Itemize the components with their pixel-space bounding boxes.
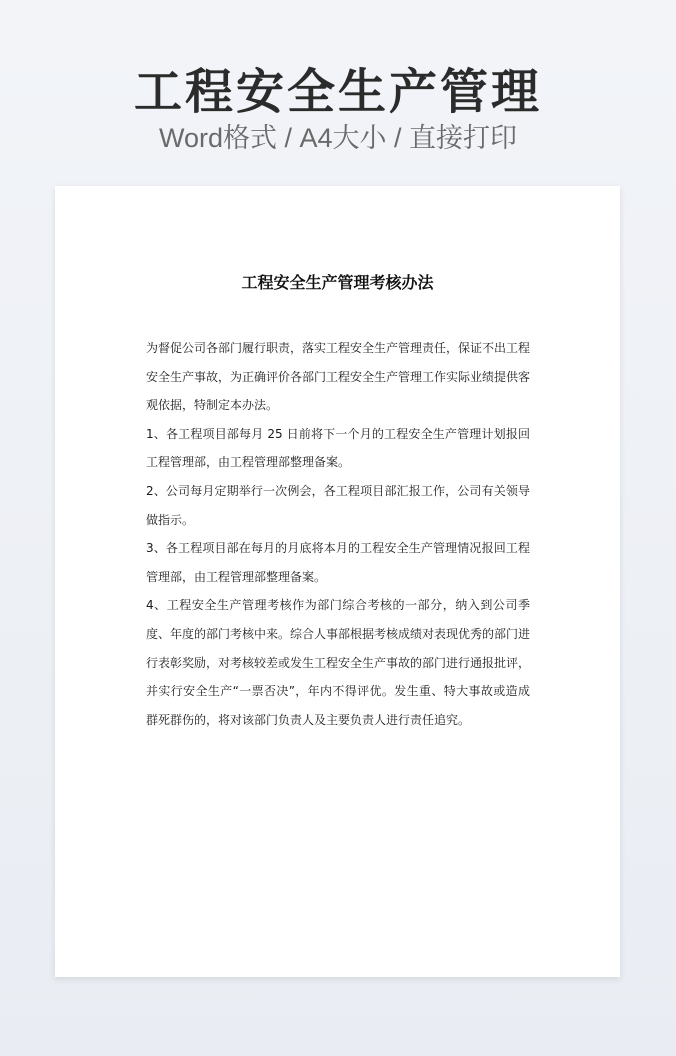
banner-title: 工程安全生产管理 xyxy=(133,64,542,120)
document-title: 工程安全生产管理考核办法 xyxy=(241,273,434,292)
document-page xyxy=(55,186,620,977)
document-paragraph: 4、工程安全生产管理考核作为部门综合考核的一部分，纳入到公司季度、年度的部门考核中来。综合人事部根据考核成绩对表现优秀的部门进行表彰奖励，对考核较差或发生工程安全生产事故的部门进行通报批评，并实行安全生产“一票否决”，年内不得评优。发生重、特大事故或造成群死群伤的，将对该部门负责人及主要负责人进行责任追究。 xyxy=(146,598,531,727)
document-paragraph: 3、各工程项目部在每月的月底将本月的工程安全生产管理情况报回工程管理部，由工程管理部整理备案。 xyxy=(146,541,530,584)
document-paragraph: 为督促公司各部门履行职责，落实工程安全生产管理责任，保证不出工程安全生产事故，为正确评价各部门工程安全生产管理工作实际业绩提供客观依据，特制定本办法。 xyxy=(146,341,531,413)
document-paragraph: 1、各工程项目部每月 25 日前将下一个月的工程安全生产管理计划报回工程管理部，由工程管理部整理备案。 xyxy=(146,426,530,470)
banner-subtitle: Word格式 / A4大小 / 直接打印 xyxy=(158,123,518,153)
document-paragraph: 2、公司每月定期举行一次例会，各工程项目部汇报工作，公司有关领导做指示。 xyxy=(146,483,530,527)
document-body xyxy=(146,334,530,734)
